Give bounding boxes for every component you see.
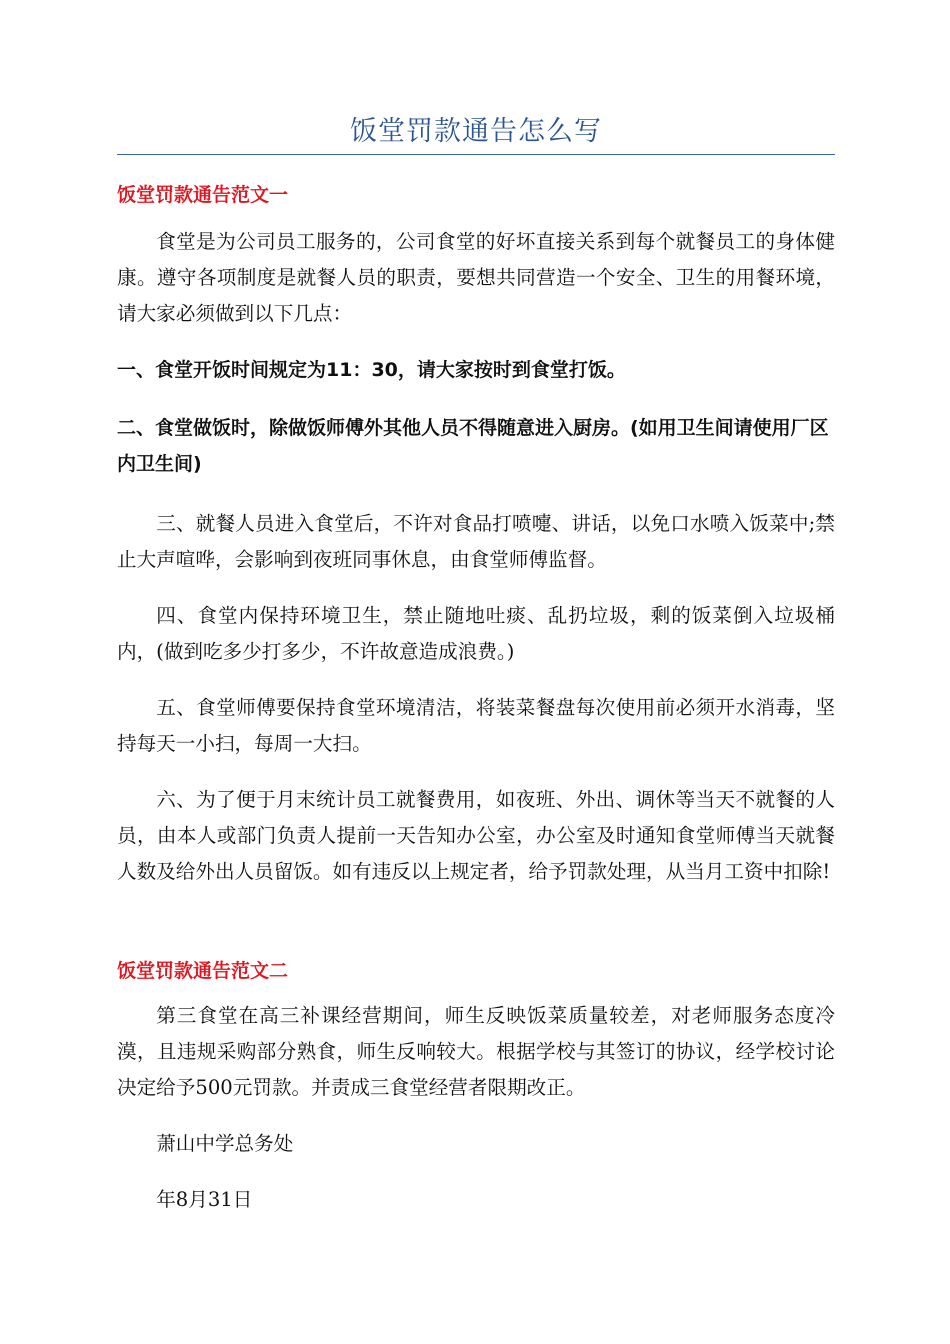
rule-6: 六、为了便于月末统计员工就餐费用，如夜班、外出、调休等当天不就餐的人员，由本人或部门负责人提前一天告知办公室，办公室及时通知食堂师傅当天就餐人数及给外出人员留饭。如有违反以上规定者，给予罚款处理，从当月工资中扣除! [117, 788, 835, 883]
rule-5: 五、食堂师傅要保持食堂环境清洁，将装菜餐盘每次使用前必须开水消毒，坚持每天一小扫，每周一大扫。 [117, 696, 835, 755]
rule-4: 四、食堂内保持环境卫生，禁止随地吐痰、乱扔垃圾，剩的饭菜倒入垃圾桶内，(做到吃多少打多少，不许故意造成浪费。) [117, 604, 835, 663]
rule-2: 二、食堂做饭时，除做饭师傅外其他人员不得随意进入厨房。(如用卫生间请使用厂区内卫生间) [117, 417, 829, 475]
section-heading-sample-2: 饭堂罚款通告范文二 [117, 960, 289, 982]
paragraph-intro: 食堂是为公司员工服务的，公司食堂的好坏直接关系到每个就餐员工的身体健康。遵守各项制度是就餐人员的职责，要想共同营造一个安全、卫生的用餐环境，请大家必须做到以下几点： [117, 230, 835, 325]
signer: 萧山中学总务处 [156, 1132, 294, 1155]
paragraph-sample-2-body: 第三食堂在高三补课经营期间，师生反映饭菜质量较差，对老师服务态度冷漠，且违规采购部分熟食，师生反响较大。根据学校与其签订的协议，经学校讨论决定给予500元罚款。并责成三食堂经营者限期改正。 [117, 1004, 835, 1099]
section-heading-sample-1: 饭堂罚款通告范文一 [117, 184, 289, 206]
title-divider [117, 154, 835, 155]
date: 年8月31日 [156, 1188, 253, 1211]
rule-3: 三、就餐人员进入食堂后，不许对食品打喷嚏、讲话，以免口水喷入饭菜中;禁止大声喧哗，会影响到夜班同事休息，由食堂师傅监督。 [117, 512, 835, 571]
document-title: 饭堂罚款通告怎么写 [350, 116, 602, 147]
rule-1: 一、食堂开饭时间规定为11：30，请大家按时到食堂打饭。 [117, 359, 626, 381]
